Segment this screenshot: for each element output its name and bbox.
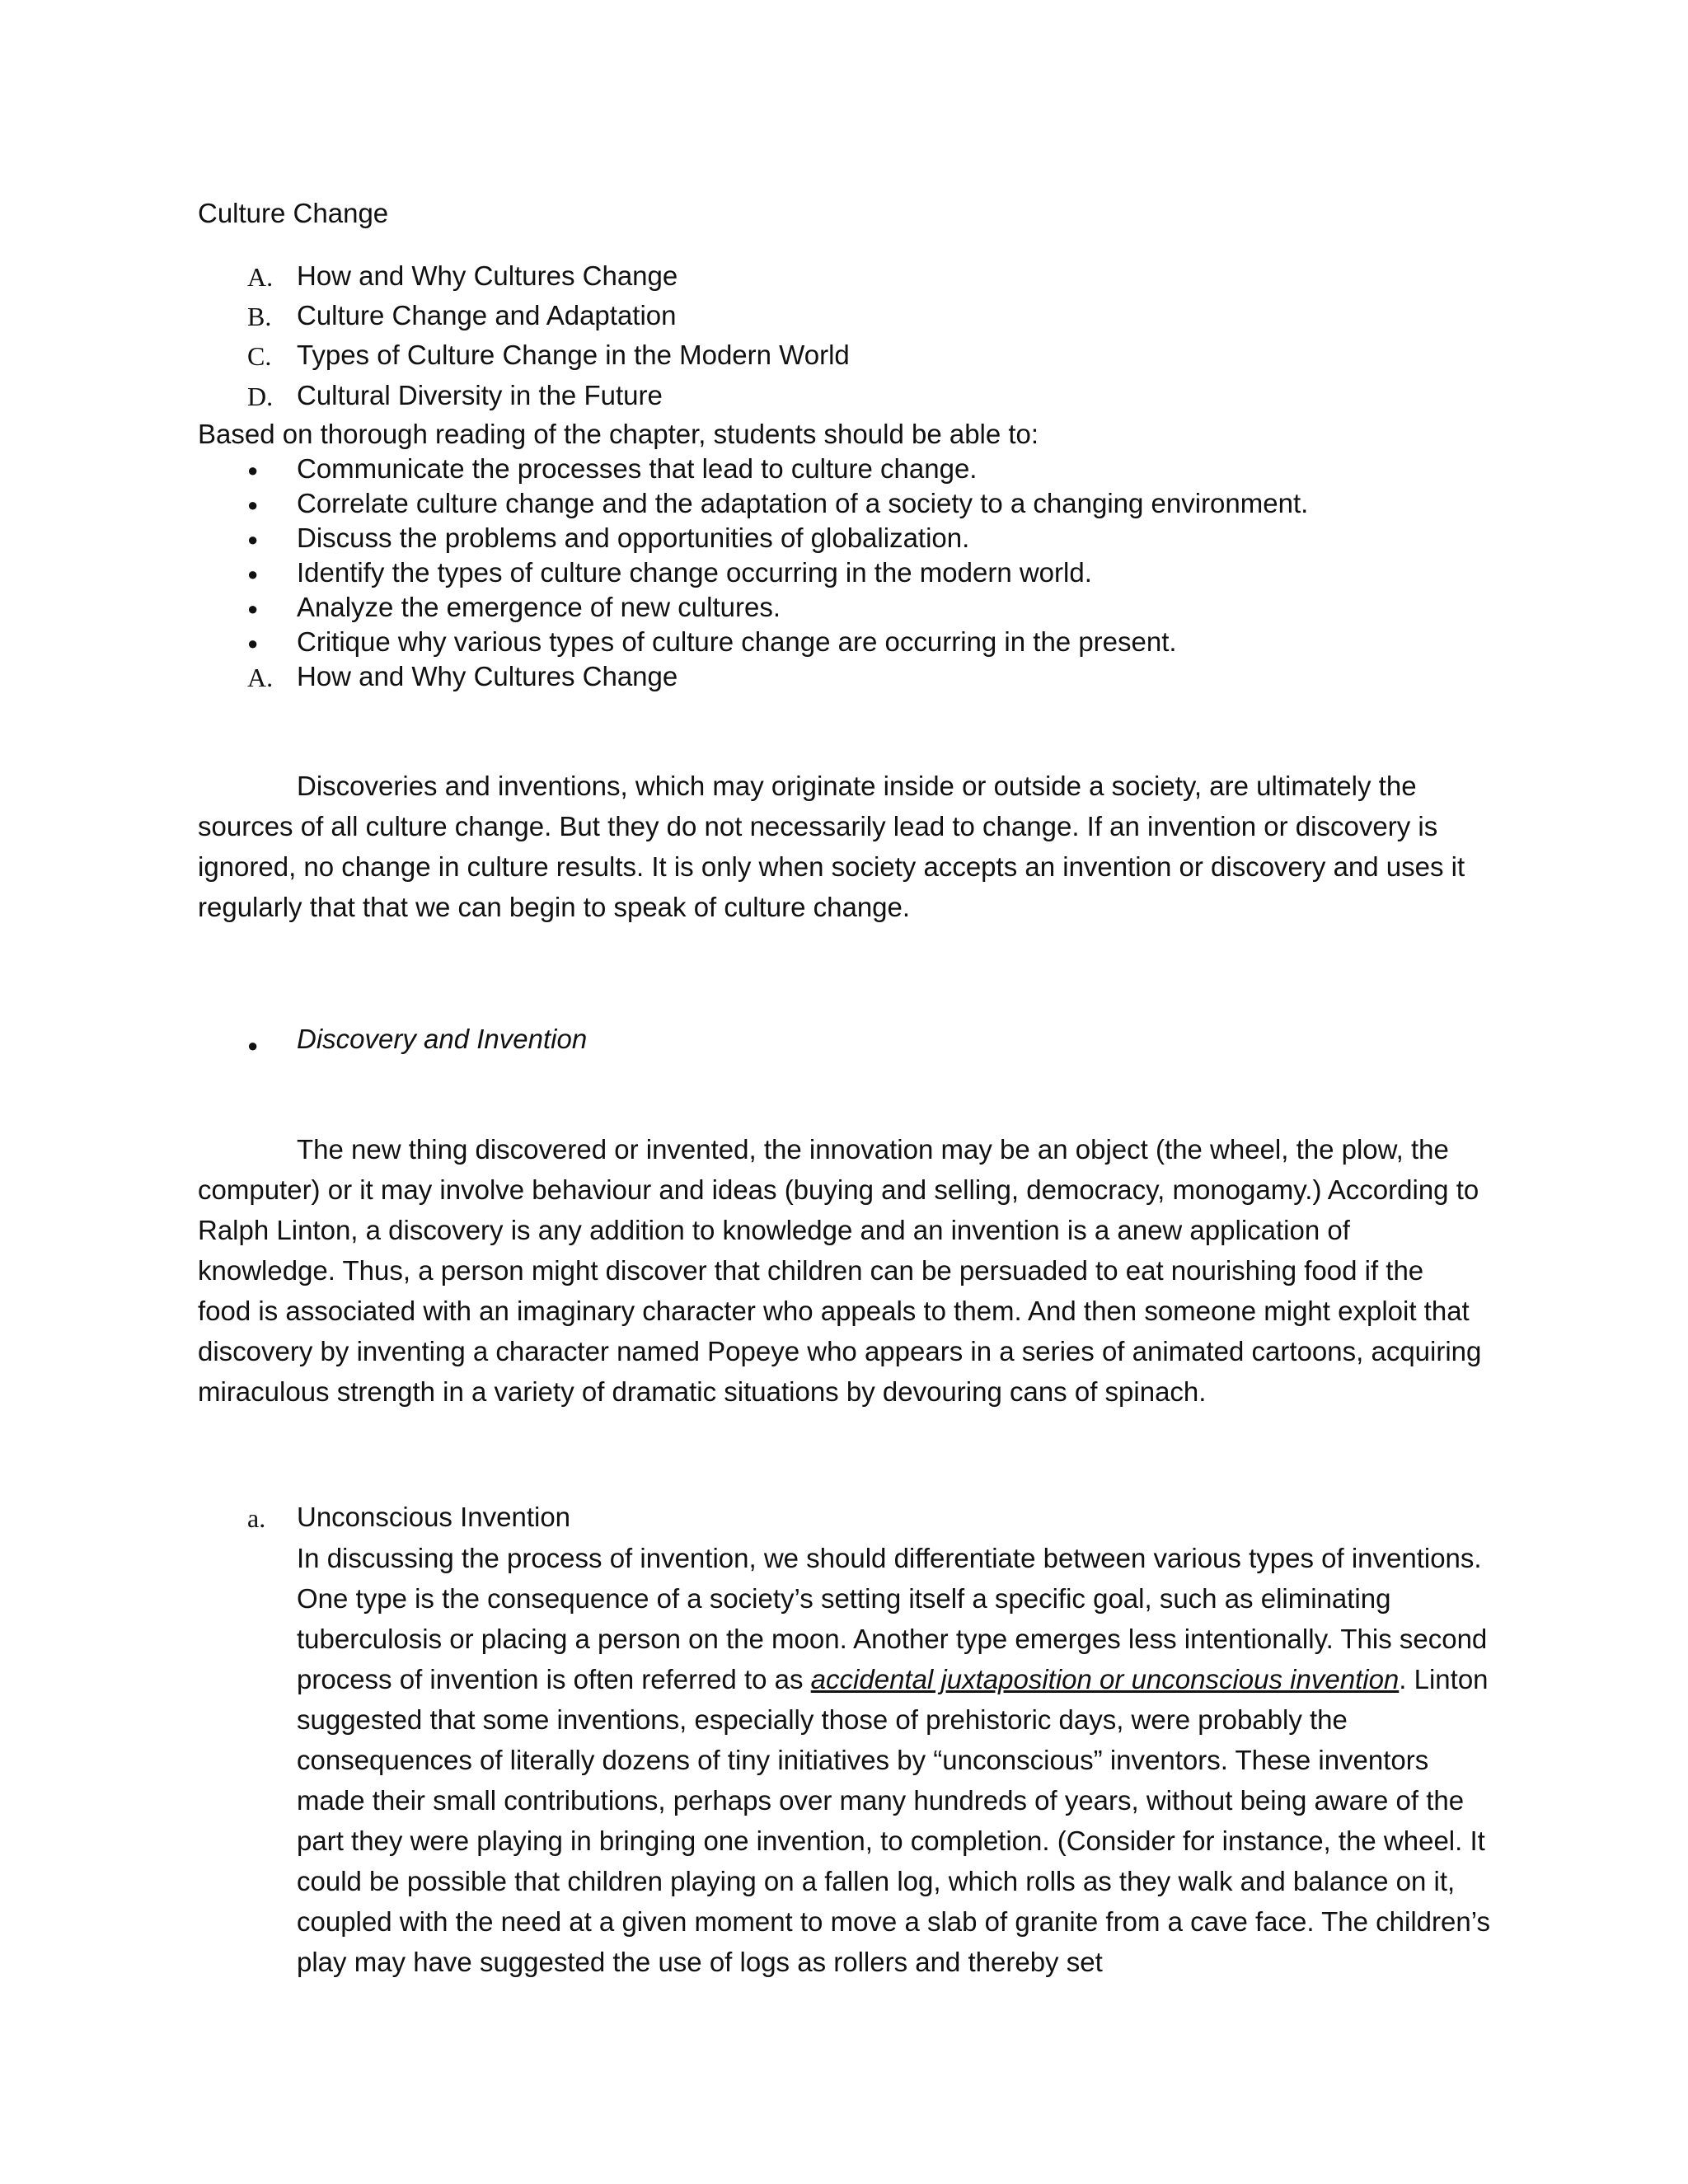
bullet-icon: ● (247, 460, 259, 480)
outline-marker: B. (247, 302, 272, 331)
outline-item-text: Types of Culture Change in the Modern World (297, 340, 850, 370)
bullet-icon: ● (247, 633, 259, 654)
paragraph-text: In discussing the process of invention, we should differentiate between various types of inventions. One type is the consequence of a society’s setting itself a specific goal, such as eliminating tuberculosis or placing a person on the moon. Another type emerges less intentionally. This second process of invention is often referred to as (297, 1543, 1488, 1694)
outline-marker: C. (247, 341, 272, 371)
outline-marker: D. (247, 382, 274, 411)
objectives-intro: Based on thorough reading of the chapter, students should be able to: (198, 419, 1039, 449)
subsection-heading: Unconscious Invention (297, 1502, 571, 1532)
section-heading-text: How and Why Cultures Change (297, 661, 678, 691)
paragraph-text: The new thing discovered or invented, the innovation may be an object (the wheel, the plow, the computer) or it may involve behaviour and ideas (buying and selling, democracy, monogamy.) According to Ralph Linton, a discovery is any addition to knowledge and an invention is a anew application of knowledge. Thus, a person might discover that children can be persuaded to eat nourishing food if the food is associated with an imaginary character who appeals to them. And then someone might exploit that discovery by inventing a character named Popeye who appears in a series of animated cartoons, acquiring miraculous strength in a variety of dramatic situations by devouring cans of spinach. (198, 1134, 1482, 1407)
document-title: Culture Change (198, 198, 389, 228)
paragraph-text: Discoveries and inventions, which may originate inside or outside a society, are ultimately the sources of all culture change. But they do not necessarily lead to change. If an invention or discovery is ignored, no change in culture results. It is only when society accepts an invention or discovery and uses it regularly that that we can begin to speak of culture change. (198, 771, 1465, 922)
bullet-icon: ● (247, 564, 259, 584)
objective-text: Identify the types of culture change occurring in the modern world. (297, 557, 1092, 588)
discovery-heading: Discovery and Invention (297, 1024, 588, 1054)
objective-text: Correlate culture change and the adaptation of a society to a changing environment. (297, 488, 1309, 518)
outline-item-text: Culture Change and Adaptation (297, 300, 677, 330)
outline-item-text: How and Why Cultures Change (297, 260, 678, 291)
bullet-icon: ● (247, 494, 259, 515)
paragraph-intro (198, 766, 1484, 927)
bullet-icon: ● (247, 529, 259, 550)
section-marker: A. (247, 663, 274, 692)
paragraph-discovery (198, 1129, 1484, 1412)
paragraph-text: . Linton suggested that some inventions, especially those of prehistoric days, were probably the consequences of literally dozens of tiny initiatives by “unconscious” inventors. These inventors made their small contributions, perhaps over many hundreds of years, without being aware of the part they were playing in bringing one invention, to completion. (Consider for instance, the wheel. It could be possible that children playing on a fallen log, which rolls as they walk and balance on it, coupled with the need at a given moment to move a slab of granite from a cave face. The children’s play may have suggested the use of logs as rollers and thereby set (297, 1664, 1490, 1977)
emphasized-term: accidental juxtaposition or unconscious invention (810, 1664, 1400, 1694)
objective-text: Analyze the emergence of new cultures. (297, 592, 781, 622)
outline-marker: A. (247, 262, 274, 292)
bullet-icon: ● (247, 598, 259, 619)
subsection-marker: a. (247, 1503, 266, 1533)
outline-item-text: Cultural Diversity in the Future (297, 380, 663, 410)
subsection-paragraph (297, 1538, 1492, 1982)
objective-text: Critique why various types of culture change are occurring in the present. (297, 626, 1177, 657)
objective-text: Discuss the problems and opportunities of globalization. (297, 523, 970, 553)
objective-text: Communicate the processes that lead to culture change. (297, 453, 978, 484)
bullet-icon: ● (247, 1035, 259, 1056)
